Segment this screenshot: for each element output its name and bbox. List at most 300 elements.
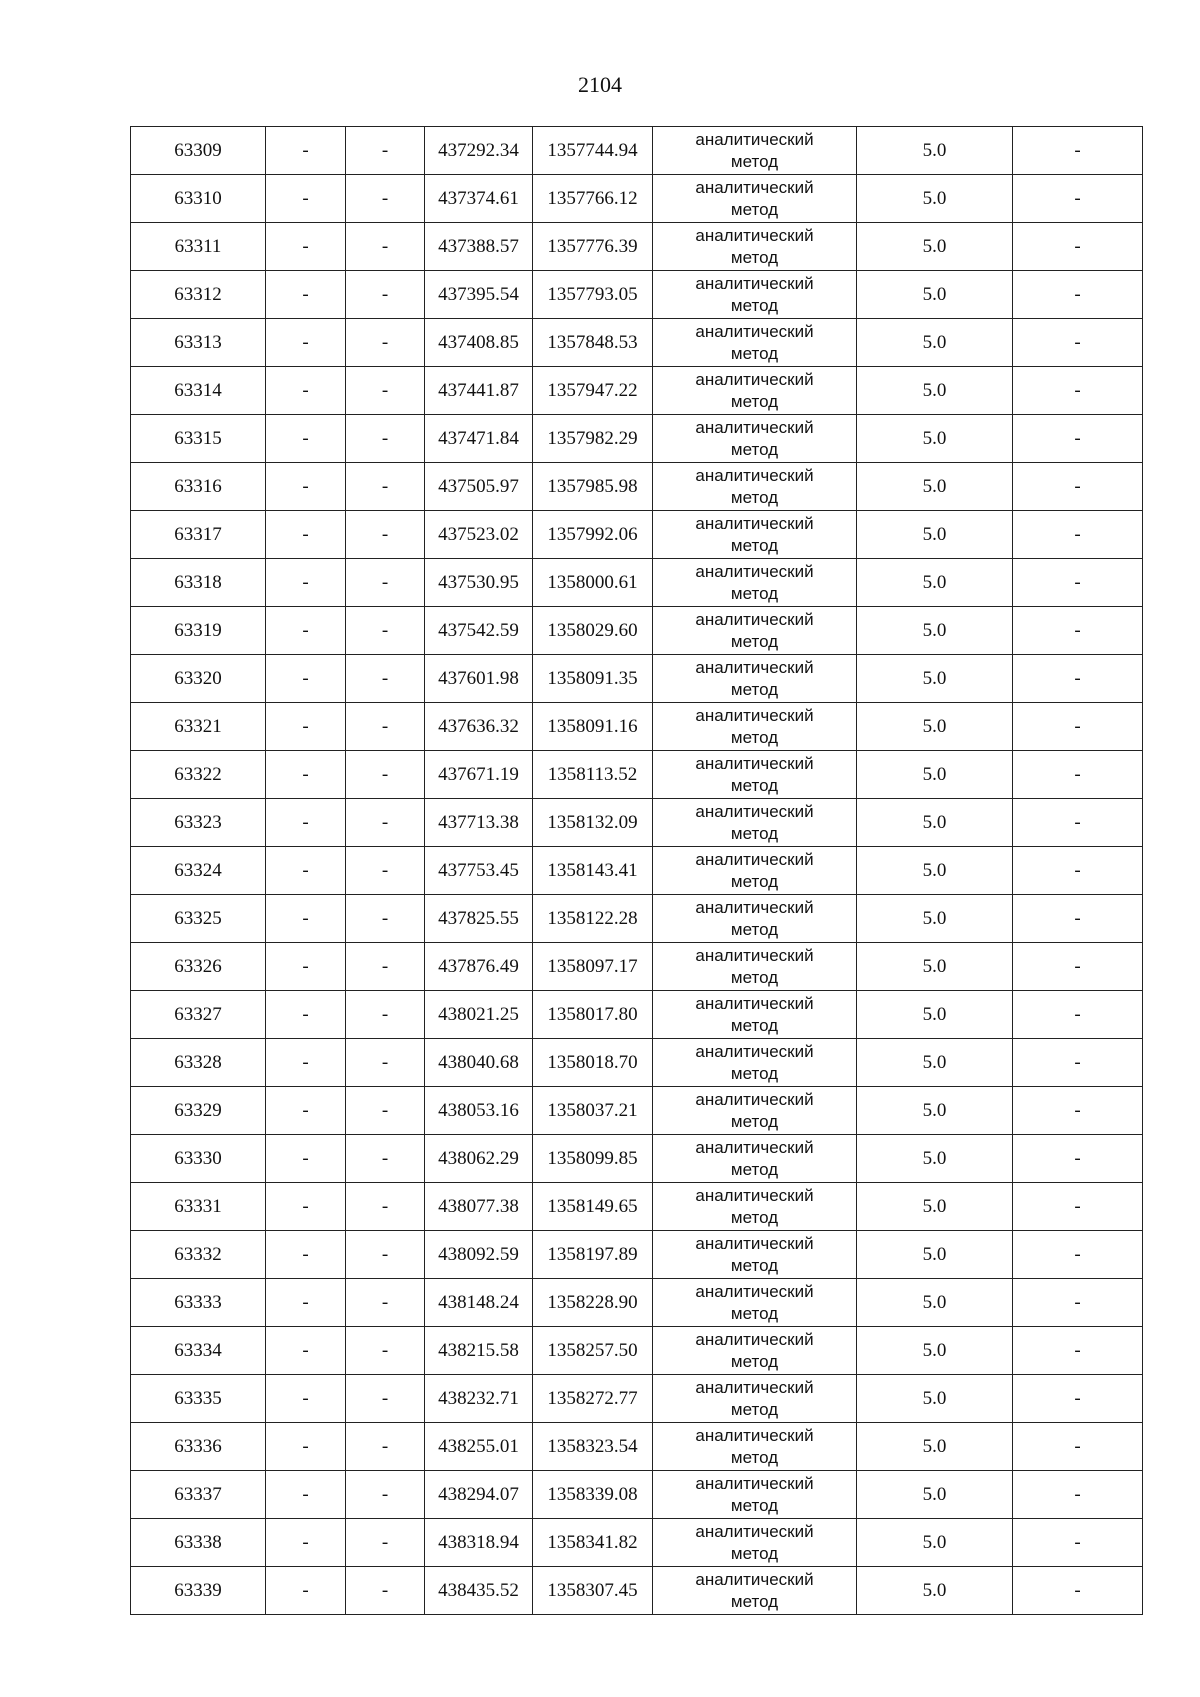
x-coordinate-cell: 437753.45 (425, 847, 533, 895)
x-coordinate-cell: 438294.07 (425, 1471, 533, 1519)
table-row (131, 847, 1143, 895)
method-line-2: метод (730, 1063, 779, 1083)
point-number-cell: 63330 (131, 1135, 266, 1183)
method-line-2: метод (730, 919, 779, 939)
accuracy-cell: 5.0 (857, 799, 1013, 847)
column-8-cell: - (1013, 1423, 1143, 1471)
y-coordinate-cell: 1358018.70 (533, 1039, 653, 1087)
column-3-cell: - (346, 1567, 425, 1615)
column-3-cell: - (346, 1183, 425, 1231)
method-cell (653, 559, 857, 607)
y-coordinate-cell: 1357766.12 (533, 175, 653, 223)
column-3-cell: - (346, 1231, 425, 1279)
accuracy-cell: 5.0 (857, 895, 1013, 943)
table-row (131, 1327, 1143, 1375)
column-8-cell: - (1013, 799, 1143, 847)
y-coordinate-cell: 1358272.77 (533, 1375, 653, 1423)
column-2-cell: - (266, 1231, 346, 1279)
column-2-cell: - (266, 1279, 346, 1327)
column-8-cell: - (1013, 367, 1143, 415)
y-coordinate-cell: 1358099.85 (533, 1135, 653, 1183)
table-row (131, 1135, 1143, 1183)
column-3-cell: - (346, 1327, 425, 1375)
method-cell (653, 1135, 857, 1183)
column-2-cell: - (266, 1183, 346, 1231)
method-line-2: метод (730, 775, 779, 795)
method-line-2: метод (730, 1591, 779, 1611)
method-line-2: метод (730, 1255, 779, 1275)
column-2-cell: - (266, 1471, 346, 1519)
column-8-cell: - (1013, 1471, 1143, 1519)
column-8-cell: - (1013, 1135, 1143, 1183)
point-number-cell: 63319 (131, 607, 266, 655)
x-coordinate-cell: 437441.87 (425, 367, 533, 415)
y-coordinate-cell: 1357992.06 (533, 511, 653, 559)
accuracy-cell: 5.0 (857, 175, 1013, 223)
point-number-cell: 63328 (131, 1039, 266, 1087)
method-line-1: аналитический (695, 993, 814, 1013)
column-8-cell: - (1013, 1183, 1143, 1231)
method-cell (653, 895, 857, 943)
column-3-cell: - (346, 1519, 425, 1567)
accuracy-cell: 5.0 (857, 847, 1013, 895)
x-coordinate-cell: 437671.19 (425, 751, 533, 799)
column-2-cell: - (266, 1423, 346, 1471)
method-line-1: аналитический (695, 177, 814, 197)
method-line-2: метод (730, 1543, 779, 1563)
column-8-cell: - (1013, 943, 1143, 991)
column-8-cell: - (1013, 607, 1143, 655)
x-coordinate-cell: 437713.38 (425, 799, 533, 847)
x-coordinate-cell: 437374.61 (425, 175, 533, 223)
column-3-cell: - (346, 463, 425, 511)
column-8-cell: - (1013, 271, 1143, 319)
method-cell (653, 847, 857, 895)
method-cell (653, 1231, 857, 1279)
column-3-cell: - (346, 607, 425, 655)
y-coordinate-cell: 1358097.17 (533, 943, 653, 991)
point-number-cell: 63332 (131, 1231, 266, 1279)
table-row (131, 799, 1143, 847)
method-cell (653, 511, 857, 559)
accuracy-cell: 5.0 (857, 1135, 1013, 1183)
table-row (131, 1519, 1143, 1567)
column-3-cell: - (346, 1039, 425, 1087)
method-cell (653, 271, 857, 319)
column-2-cell: - (266, 895, 346, 943)
accuracy-cell: 5.0 (857, 751, 1013, 799)
column-2-cell: - (266, 367, 346, 415)
y-coordinate-cell: 1358122.28 (533, 895, 653, 943)
method-line-2: метод (730, 727, 779, 747)
column-8-cell: - (1013, 895, 1143, 943)
table-row (131, 1567, 1143, 1615)
column-2-cell: - (266, 175, 346, 223)
y-coordinate-cell: 1358307.45 (533, 1567, 653, 1615)
column-8-cell: - (1013, 847, 1143, 895)
x-coordinate-cell: 438318.94 (425, 1519, 533, 1567)
column-2-cell: - (266, 703, 346, 751)
y-coordinate-cell: 1357982.29 (533, 415, 653, 463)
method-line-1: аналитический (695, 369, 814, 389)
point-number-cell: 63336 (131, 1423, 266, 1471)
x-coordinate-cell: 437636.32 (425, 703, 533, 751)
table-row (131, 751, 1143, 799)
column-3-cell: - (346, 751, 425, 799)
accuracy-cell: 5.0 (857, 223, 1013, 271)
column-3-cell: - (346, 127, 425, 175)
point-number-cell: 63324 (131, 847, 266, 895)
table-row (131, 1423, 1143, 1471)
method-line-2: метод (730, 487, 779, 507)
y-coordinate-cell: 1358037.21 (533, 1087, 653, 1135)
column-2-cell: - (266, 799, 346, 847)
accuracy-cell: 5.0 (857, 1519, 1013, 1567)
method-cell (653, 319, 857, 367)
y-coordinate-cell: 1358197.89 (533, 1231, 653, 1279)
table-row (131, 703, 1143, 751)
column-3-cell: - (346, 799, 425, 847)
column-8-cell: - (1013, 1519, 1143, 1567)
column-3-cell: - (346, 1135, 425, 1183)
method-line-2: метод (730, 391, 779, 411)
y-coordinate-cell: 1357848.53 (533, 319, 653, 367)
point-number-cell: 63316 (131, 463, 266, 511)
table-row (131, 1231, 1143, 1279)
y-coordinate-cell: 1358149.65 (533, 1183, 653, 1231)
method-cell (653, 1519, 857, 1567)
x-coordinate-cell: 438062.29 (425, 1135, 533, 1183)
accuracy-cell: 5.0 (857, 1183, 1013, 1231)
point-number-cell: 63337 (131, 1471, 266, 1519)
table-body (131, 127, 1143, 1615)
table-row (131, 607, 1143, 655)
method-line-1: аналитический (695, 225, 814, 245)
point-number-cell: 63339 (131, 1567, 266, 1615)
table-row (131, 223, 1143, 271)
column-3-cell: - (346, 895, 425, 943)
point-number-cell: 63326 (131, 943, 266, 991)
method-line-2: метод (730, 439, 779, 459)
method-cell (653, 799, 857, 847)
point-number-cell: 63314 (131, 367, 266, 415)
point-number-cell: 63313 (131, 319, 266, 367)
column-8-cell: - (1013, 511, 1143, 559)
column-2-cell: - (266, 655, 346, 703)
method-line-1: аналитический (695, 1377, 814, 1397)
x-coordinate-cell: 438092.59 (425, 1231, 533, 1279)
table-row (131, 175, 1143, 223)
y-coordinate-cell: 1358113.52 (533, 751, 653, 799)
column-3-cell: - (346, 943, 425, 991)
column-8-cell: - (1013, 463, 1143, 511)
x-coordinate-cell: 438215.58 (425, 1327, 533, 1375)
method-line-2: метод (730, 823, 779, 843)
column-2-cell: - (266, 1087, 346, 1135)
column-8-cell: - (1013, 1231, 1143, 1279)
table-row (131, 463, 1143, 511)
y-coordinate-cell: 1358132.09 (533, 799, 653, 847)
method-line-1: аналитический (695, 513, 814, 533)
column-2-cell: - (266, 1327, 346, 1375)
method-line-2: метод (730, 871, 779, 891)
point-number-cell: 63312 (131, 271, 266, 319)
method-line-1: аналитический (695, 417, 814, 437)
point-number-cell: 63333 (131, 1279, 266, 1327)
method-cell (653, 1327, 857, 1375)
column-2-cell: - (266, 607, 346, 655)
method-line-1: аналитический (695, 1281, 814, 1301)
column-2-cell: - (266, 559, 346, 607)
method-line-1: аналитический (695, 561, 814, 581)
method-line-1: аналитический (695, 945, 814, 965)
column-3-cell: - (346, 175, 425, 223)
column-2-cell: - (266, 1519, 346, 1567)
method-line-1: аналитический (695, 1041, 814, 1061)
y-coordinate-cell: 1358341.82 (533, 1519, 653, 1567)
column-8-cell: - (1013, 991, 1143, 1039)
y-coordinate-cell: 1357947.22 (533, 367, 653, 415)
method-line-1: аналитический (695, 1185, 814, 1205)
column-8-cell: - (1013, 1039, 1143, 1087)
x-coordinate-cell: 437542.59 (425, 607, 533, 655)
column-2-cell: - (266, 943, 346, 991)
method-line-1: аналитический (695, 1425, 814, 1445)
table-row (131, 367, 1143, 415)
point-number-cell: 63327 (131, 991, 266, 1039)
x-coordinate-cell: 438021.25 (425, 991, 533, 1039)
method-cell (653, 1087, 857, 1135)
method-cell (653, 991, 857, 1039)
y-coordinate-cell: 1357744.94 (533, 127, 653, 175)
x-coordinate-cell: 437388.57 (425, 223, 533, 271)
column-3-cell: - (346, 367, 425, 415)
accuracy-cell: 5.0 (857, 703, 1013, 751)
column-8-cell: - (1013, 1279, 1143, 1327)
x-coordinate-cell: 438148.24 (425, 1279, 533, 1327)
method-cell (653, 1567, 857, 1615)
column-3-cell: - (346, 319, 425, 367)
method-line-2: метод (730, 1351, 779, 1371)
method-line-2: метод (730, 1447, 779, 1467)
table-row (131, 1183, 1143, 1231)
x-coordinate-cell: 437825.55 (425, 895, 533, 943)
method-cell (653, 1471, 857, 1519)
method-cell (653, 943, 857, 991)
column-8-cell: - (1013, 415, 1143, 463)
point-number-cell: 63321 (131, 703, 266, 751)
column-3-cell: - (346, 559, 425, 607)
table-row (131, 895, 1143, 943)
accuracy-cell: 5.0 (857, 655, 1013, 703)
point-number-cell: 63322 (131, 751, 266, 799)
column-8-cell: - (1013, 751, 1143, 799)
accuracy-cell: 5.0 (857, 463, 1013, 511)
column-3-cell: - (346, 1375, 425, 1423)
method-line-2: метод (730, 1111, 779, 1131)
table-row (131, 1279, 1143, 1327)
accuracy-cell: 5.0 (857, 1327, 1013, 1375)
column-3-cell: - (346, 1471, 425, 1519)
table-row (131, 319, 1143, 367)
accuracy-cell: 5.0 (857, 367, 1013, 415)
column-8-cell: - (1013, 175, 1143, 223)
column-2-cell: - (266, 271, 346, 319)
column-3-cell: - (346, 1279, 425, 1327)
y-coordinate-cell: 1358091.35 (533, 655, 653, 703)
method-line-1: аналитический (695, 1233, 814, 1253)
accuracy-cell: 5.0 (857, 943, 1013, 991)
method-line-2: метод (730, 1399, 779, 1419)
y-coordinate-cell: 1357776.39 (533, 223, 653, 271)
x-coordinate-cell: 438077.38 (425, 1183, 533, 1231)
y-coordinate-cell: 1358339.08 (533, 1471, 653, 1519)
point-number-cell: 63331 (131, 1183, 266, 1231)
method-line-2: метод (730, 151, 779, 171)
method-line-2: метод (730, 199, 779, 219)
y-coordinate-cell: 1358000.61 (533, 559, 653, 607)
column-2-cell: - (266, 991, 346, 1039)
table-row (131, 943, 1143, 991)
method-cell (653, 1423, 857, 1471)
accuracy-cell: 5.0 (857, 511, 1013, 559)
accuracy-cell: 5.0 (857, 271, 1013, 319)
method-cell (653, 1183, 857, 1231)
method-cell (653, 175, 857, 223)
method-line-1: аналитический (695, 657, 814, 677)
method-line-1: аналитический (695, 705, 814, 725)
accuracy-cell: 5.0 (857, 319, 1013, 367)
method-cell (653, 415, 857, 463)
method-cell (653, 223, 857, 271)
point-number-cell: 63317 (131, 511, 266, 559)
method-line-1: аналитический (695, 897, 814, 917)
accuracy-cell: 5.0 (857, 1471, 1013, 1519)
method-cell (653, 367, 857, 415)
y-coordinate-cell: 1358017.80 (533, 991, 653, 1039)
method-line-2: метод (730, 967, 779, 987)
method-line-2: метод (730, 583, 779, 603)
column-2-cell: - (266, 1375, 346, 1423)
y-coordinate-cell: 1358323.54 (533, 1423, 653, 1471)
column-2-cell: - (266, 847, 346, 895)
column-8-cell: - (1013, 223, 1143, 271)
column-3-cell: - (346, 655, 425, 703)
method-cell (653, 1039, 857, 1087)
y-coordinate-cell: 1358091.16 (533, 703, 653, 751)
x-coordinate-cell: 438040.68 (425, 1039, 533, 1087)
point-number-cell: 63329 (131, 1087, 266, 1135)
point-number-cell: 63310 (131, 175, 266, 223)
method-line-2: метод (730, 1495, 779, 1515)
column-3-cell: - (346, 415, 425, 463)
point-number-cell: 63318 (131, 559, 266, 607)
point-number-cell: 63335 (131, 1375, 266, 1423)
column-8-cell: - (1013, 1567, 1143, 1615)
column-2-cell: - (266, 463, 346, 511)
accuracy-cell: 5.0 (857, 1567, 1013, 1615)
column-8-cell: - (1013, 655, 1143, 703)
y-coordinate-cell: 1358257.50 (533, 1327, 653, 1375)
column-3-cell: - (346, 703, 425, 751)
column-3-cell: - (346, 1087, 425, 1135)
column-2-cell: - (266, 511, 346, 559)
column-2-cell: - (266, 1567, 346, 1615)
y-coordinate-cell: 1357985.98 (533, 463, 653, 511)
method-cell (653, 655, 857, 703)
method-line-2: метод (730, 679, 779, 699)
accuracy-cell: 5.0 (857, 127, 1013, 175)
x-coordinate-cell: 438232.71 (425, 1375, 533, 1423)
point-number-cell: 63334 (131, 1327, 266, 1375)
point-number-cell: 63323 (131, 799, 266, 847)
column-3-cell: - (346, 511, 425, 559)
method-cell (653, 703, 857, 751)
accuracy-cell: 5.0 (857, 1039, 1013, 1087)
method-cell (653, 1375, 857, 1423)
column-3-cell: - (346, 991, 425, 1039)
x-coordinate-cell: 437408.85 (425, 319, 533, 367)
column-8-cell: - (1013, 1327, 1143, 1375)
accuracy-cell: 5.0 (857, 1231, 1013, 1279)
point-number-cell: 63338 (131, 1519, 266, 1567)
method-line-1: аналитический (695, 321, 814, 341)
table-row (131, 415, 1143, 463)
method-cell (653, 607, 857, 655)
point-number-cell: 63325 (131, 895, 266, 943)
method-cell (653, 463, 857, 511)
method-line-2: метод (730, 631, 779, 651)
coordinates-table (130, 126, 1143, 1615)
y-coordinate-cell: 1357793.05 (533, 271, 653, 319)
method-line-1: аналитический (695, 609, 814, 629)
column-2-cell: - (266, 1039, 346, 1087)
method-line-2: метод (730, 1015, 779, 1035)
point-number-cell: 63320 (131, 655, 266, 703)
accuracy-cell: 5.0 (857, 415, 1013, 463)
point-number-cell: 63311 (131, 223, 266, 271)
accuracy-cell: 5.0 (857, 1375, 1013, 1423)
column-2-cell: - (266, 319, 346, 367)
table-row (131, 1039, 1143, 1087)
method-line-1: аналитический (695, 273, 814, 293)
method-line-1: аналитический (695, 1329, 814, 1349)
accuracy-cell: 5.0 (857, 1279, 1013, 1327)
table-row (131, 559, 1143, 607)
x-coordinate-cell: 438053.16 (425, 1087, 533, 1135)
method-line-2: метод (730, 1207, 779, 1227)
method-line-1: аналитический (695, 1137, 814, 1157)
x-coordinate-cell: 438435.52 (425, 1567, 533, 1615)
x-coordinate-cell: 437395.54 (425, 271, 533, 319)
x-coordinate-cell: 437601.98 (425, 655, 533, 703)
column-2-cell: - (266, 415, 346, 463)
column-3-cell: - (346, 847, 425, 895)
table-row (131, 511, 1143, 559)
column-8-cell: - (1013, 703, 1143, 751)
method-cell (653, 1279, 857, 1327)
method-line-1: аналитический (695, 1473, 814, 1493)
x-coordinate-cell: 437471.84 (425, 415, 533, 463)
method-line-2: метод (730, 1303, 779, 1323)
point-number-cell: 63315 (131, 415, 266, 463)
column-2-cell: - (266, 127, 346, 175)
column-3-cell: - (346, 271, 425, 319)
table-row (131, 271, 1143, 319)
x-coordinate-cell: 437292.34 (425, 127, 533, 175)
method-line-1: аналитический (695, 849, 814, 869)
x-coordinate-cell: 437530.95 (425, 559, 533, 607)
